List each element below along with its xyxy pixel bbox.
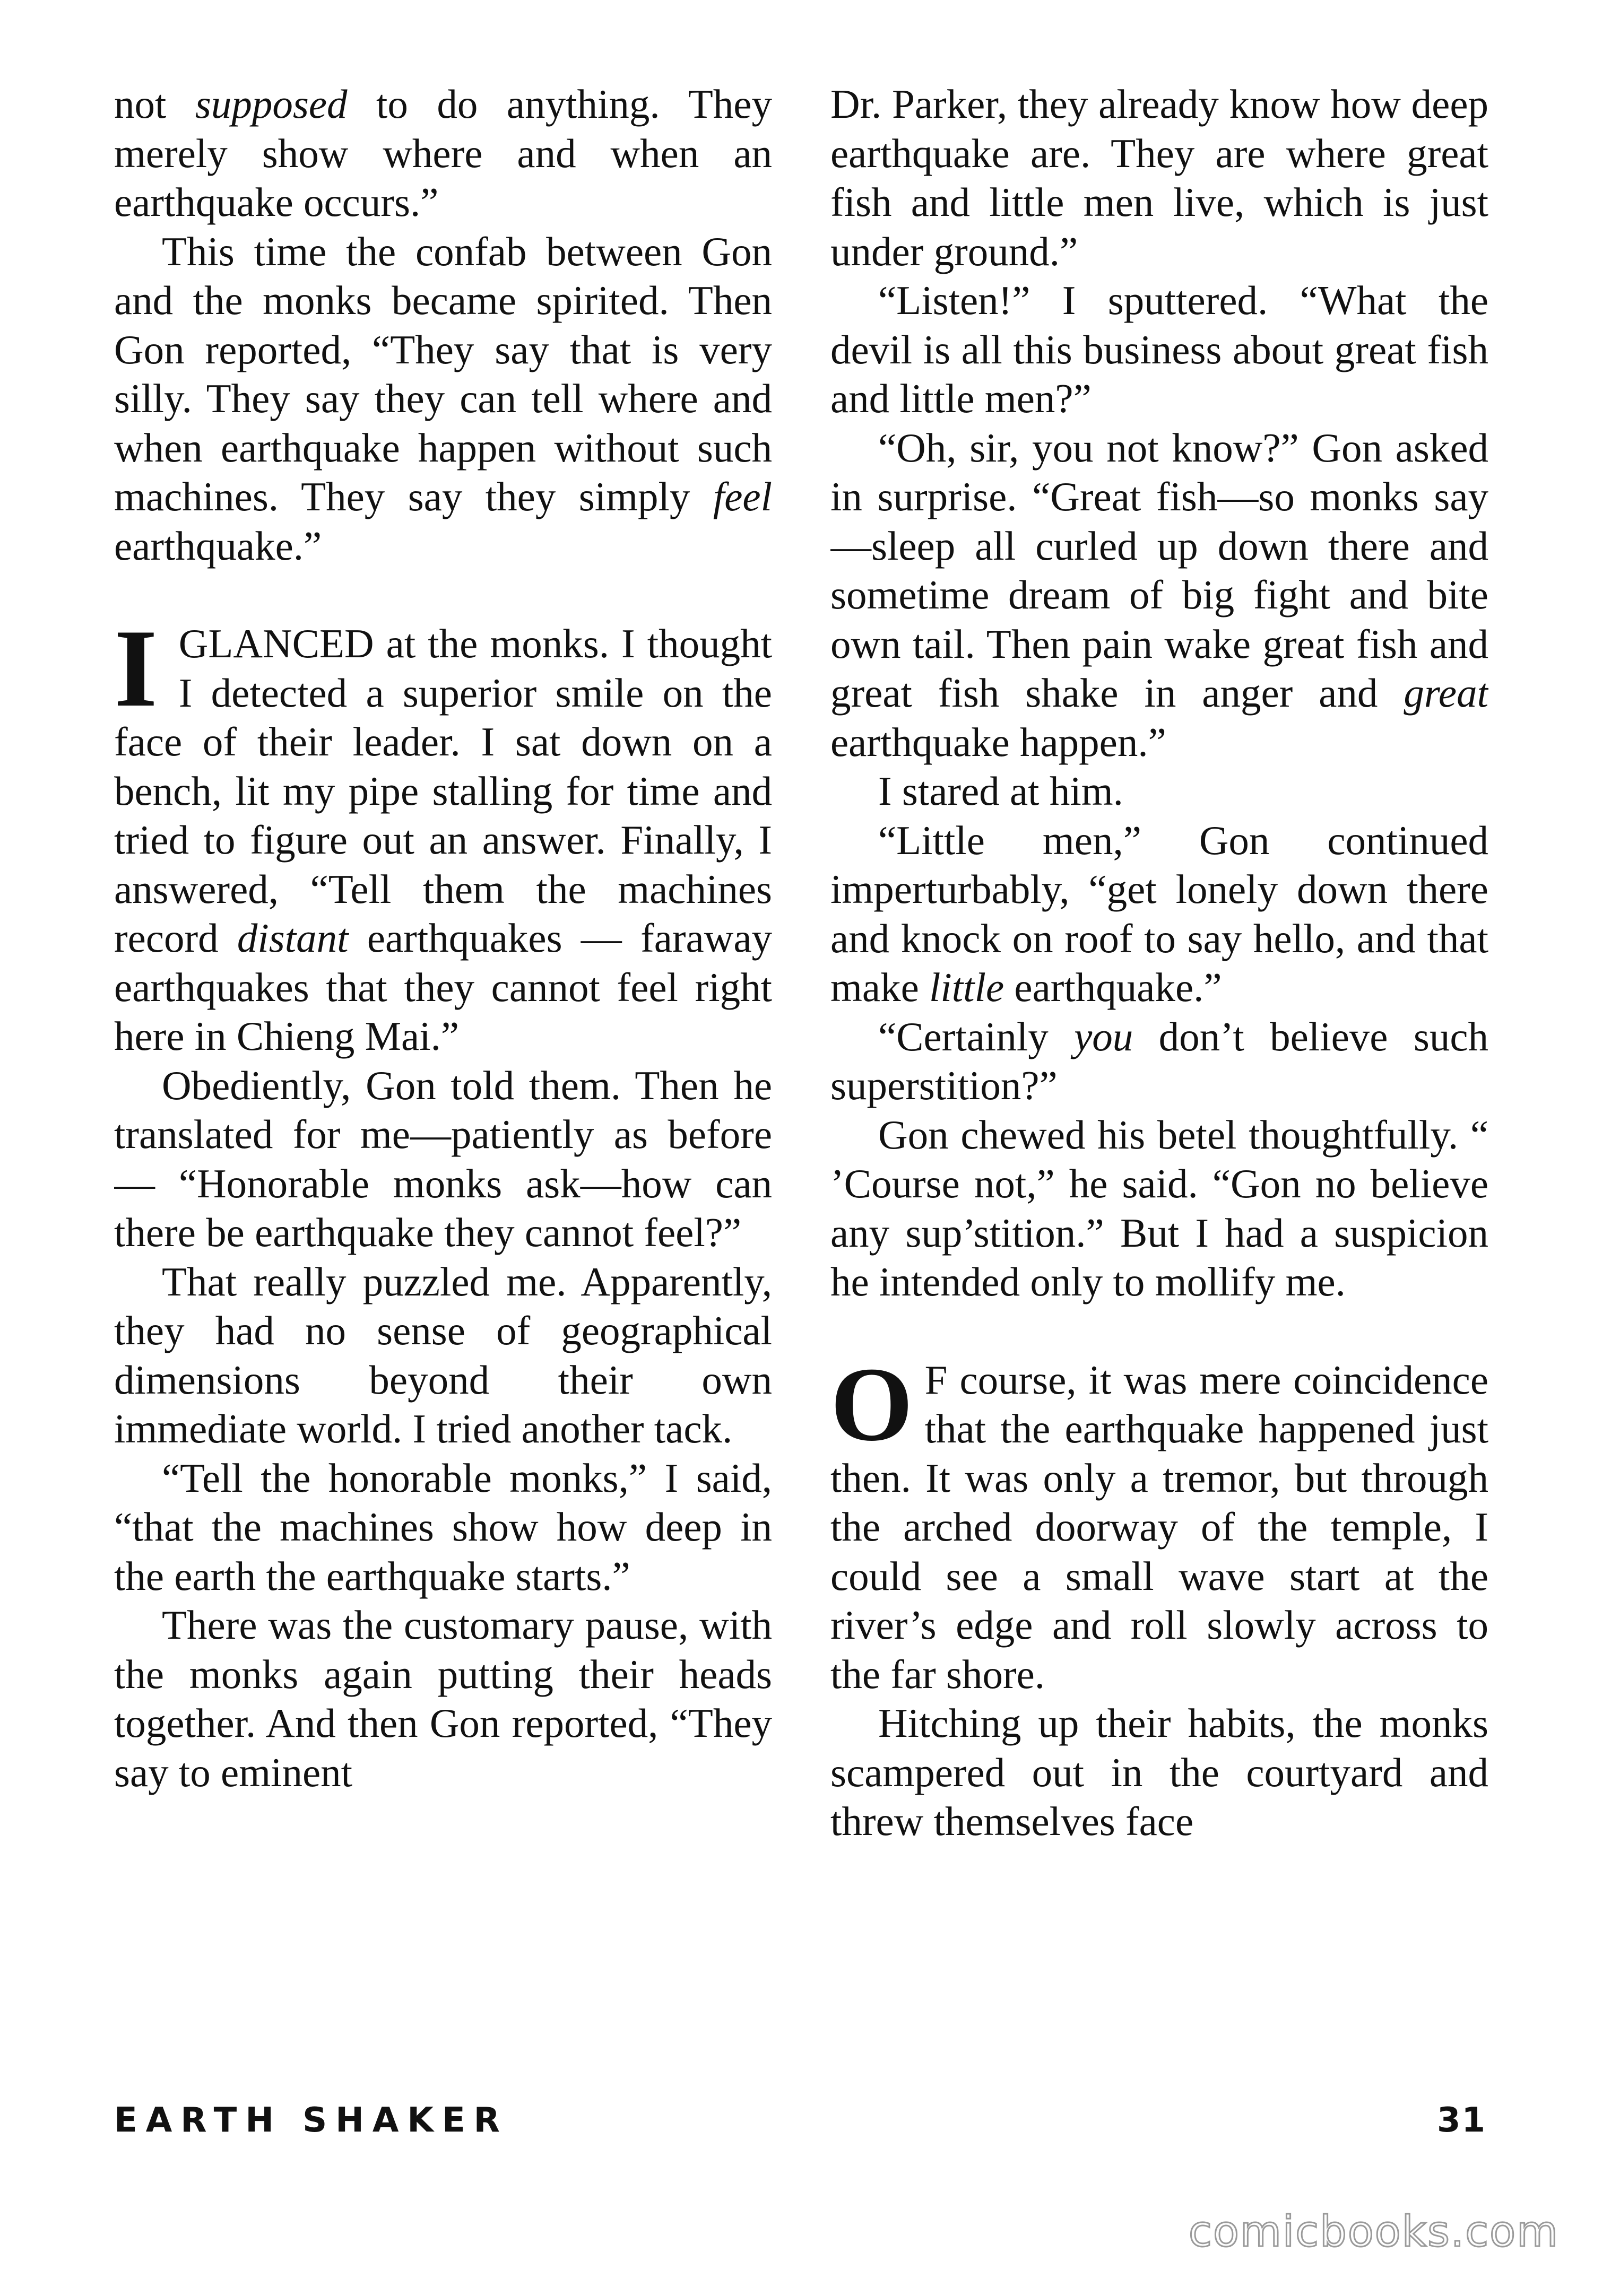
paragraph: There was the customary pause, with the monks again putting their heads together. And then Gon reported, “They say to eminent: [114, 1602, 772, 1795]
paragraph: “Little men,” Gon continued imperturbably, “get lonely down there and knock on roof to say hello, and that make little earthquake.”: [830, 817, 1488, 1010]
drop-cap: O: [830, 1345, 913, 1463]
running-title: EARTH SHAKER: [114, 2101, 508, 2140]
paragraph: not supposed to do anything. They merely show where and when an earthquake occurs.”: [114, 81, 772, 225]
paragraph: Dr. Parker, they already know how deep earthquake are. They are where great fish and little men live, which is just under ground.”: [830, 81, 1488, 274]
left-column: [114, 80, 772, 2074]
paragraph: “Certainly you don’t believe such superstition?”: [830, 1013, 1488, 1108]
paragraph: “Tell the honorable monks,” I said, “that the machines show how deep in the earth the earthquake starts.”: [114, 1455, 772, 1599]
section-start-paragraph: I GLANCED at the monks. I thought I detected a superior smile on the face of their leader. I sat down on a bench, lit my pipe stalling for time and tried to figure out an answer. Finally, I answered, “Tell them the machines record distant earthquakes — faraway earthquakes that they cannot feel right here in Chieng Mai.”: [114, 607, 772, 1059]
paragraph: “Oh, sir, you not know?” Gon asked in surprise. “Great fish—so monks say—sleep all curled up down there and sometime dream of big fight and bite own tail. Then pain wake great fish and great fish shake in anger and great earthquake happen.”: [830, 424, 1488, 765]
watermark: comicbooks.com: [1189, 2207, 1560, 2256]
page-number: 31: [1437, 2101, 1487, 2140]
drop-cap: I: [114, 607, 158, 730]
paragraph: Gon chewed his betel thoughtfully. “ ’Course not,” he said. “Gon no believe any sup’stition.” But I had a suspicion he intended only to mollify me.: [830, 1111, 1488, 1304]
paragraph: Hitching up their habits, the monks scampered out in the courtyard and threw themselves face: [830, 1700, 1488, 1844]
paragraph: Obediently, Gon told them. Then he translated for me—patiently as before — “Honorable monks ask—how can there be earthquake they cannot feel?”: [114, 1062, 772, 1255]
paragraph: This time the confab between Gon and the monks became spirited. Then Gon reported, “They say that is very silly. They say they can tell where and when earthquake happen without such machines. They say they simply feel earthquake.”: [114, 228, 772, 569]
paragraph: “Listen!” I sputtered. “What the devil is all this business about great fish and little men?”: [830, 277, 1488, 421]
paragraph: I stared at him.: [878, 768, 1123, 814]
section-start-paragraph: O F course, it was mere coincidence that the earthquake happened just then. It was only a tremor, but through the arched doorway of the temple, I could see a small wave start at the river’s edge and roll slowly across to the far shore.: [830, 1345, 1488, 1697]
right-column: [830, 80, 1488, 2074]
paragraph: That really puzzled me. Apparently, they had no sense of geographical dimensions beyond their own immediate world. I tried another tack.: [114, 1258, 772, 1451]
